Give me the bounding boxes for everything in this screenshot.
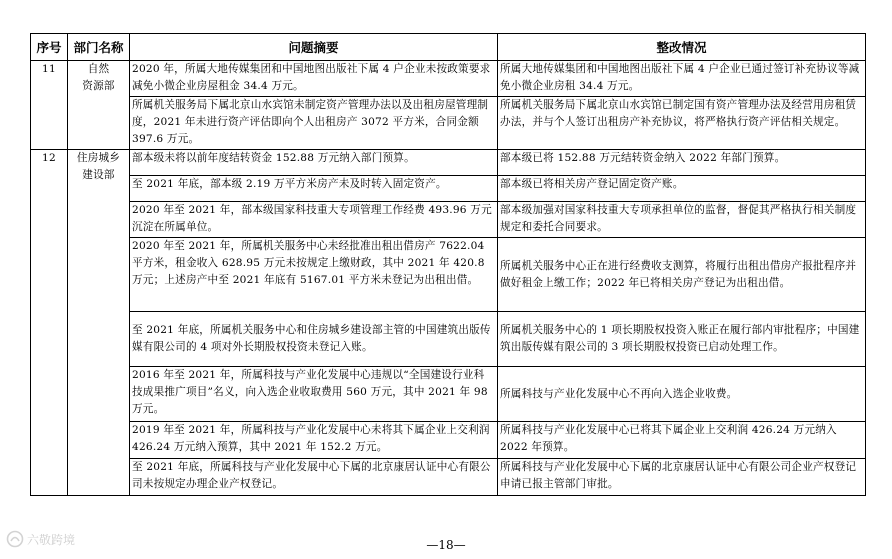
dept-cell [68,61,130,150]
problem-cell: 2020 年至 2021 年，所属机关服务中心未经批准出租出借房产 7622.04 平方米，租金收入 628.95 万元未按规定上缴财政，其中 2021 年 420.8 万元；上述房产中至 2021 年底有 5167.01 平方米未登记为出租出借。 [130,238,498,312]
rectify-cell: 所属机关服务中心正在进行经费收支测算，将履行出租出借房产报批程序并做好租金上缴工作；2022 年已将相关房产登记为出租出借。 [498,238,866,312]
rectify-cell: 所属科技与产业化发展中心下属的北京康居认证中心有限公司企业产权登记申请已报主管部门审批。 [498,459,866,496]
problem-cell: 至 2021 年底，部本级 2.19 万平方米房产未及时转入固定资产。 [130,176,498,202]
problem-cell: 2020 年至 2021 年，部本级国家科技重大专项管理工作经费 493.96 万元沉淀在所属单位。 [130,202,498,238]
problem-cell: 所属机关服务局下属北京山水宾馆未制定资产管理办法以及出租房屋管理制度，2021 年未进行资产评估即向个人出租房产 3072 平方米，合同金额 397.6 万元。 [130,97,498,150]
table-row [31,150,866,176]
rectify-cell: 所属科技与产业化发展中心不再向入选企业收费。 [498,367,866,422]
dept-name-line: 建设部 [82,169,115,181]
rectify-cell: 所属科技与产业化发展中心已将其下属企业上交利润 426.24 万元纳入 2022 年预算。 [498,422,866,459]
problem-cell: 2019 年至 2021 年，所属科技与产业化发展中心未将其下属企业上交利润 426.24 万元纳入预算，其中 2021 年 152.2 万元。 [130,422,498,459]
table-header-row [31,34,866,61]
table-row [31,459,866,496]
table-row [31,367,866,422]
dept-cell [68,150,130,496]
table-row [31,238,866,312]
header-dept: 部门名称 [68,34,130,61]
rectify-cell: 部本级已将 152.88 万元结转资金纳入 2022 年部门预算。 [498,150,866,176]
problem-cell: 至 2021 年底，所属机关服务中心和住房城乡建设部主管的中国建筑出版传媒有限公司的 4 项对外长期股权投资未登记入账。 [130,312,498,367]
problem-cell: 2016 年至 2021 年，所属科技与产业化发展中心违规以“全国建设行业科技成果推广项目”名义，向入选企业收取费用 560 万元，其中 2021 年 98 万元。 [130,367,498,422]
seq-cell: 12 [31,150,68,496]
rectify-cell: 部本级已将相关房产登记固定资产账。 [498,176,866,202]
table-row [31,176,866,202]
problem-cell: 至 2021 年底，所属科技与产业化发展中心下属的北京康居认证中心有限公司未按规定办理企业产权登记。 [130,459,498,496]
rectify-cell: 所属机关服务局下属北京山水宾馆已制定国有资产管理办法及经营用房租赁办法，并与个人签订出租房产补充协议，将严格执行资产评估相关规定。 [498,97,866,150]
audit-rectification-table [30,33,866,496]
header-seq: 序号 [31,34,68,61]
page-number: —18— [426,538,466,552]
watermark-text: 六敬跨境 [27,532,76,547]
table-row [31,312,866,367]
table-row [31,61,866,97]
rectify-cell: 部本级加强对国家科技重大专项承担单位的监督，督促其严格执行相关制度规定和委托合同要求。 [498,202,866,238]
problem-cell: 部本级未将以前年度结转资金 152.88 万元纳入部门预算。 [130,150,498,176]
rectify-cell: 所属机关服务中心的 1 项长期股权投资入账正在履行部内审批程序；中国建筑出版传媒有限公司的 3 项长期股权投资已启动处理工作。 [498,312,866,367]
table-row [31,202,866,238]
table-row [31,97,866,150]
seq-cell: 11 [31,61,68,150]
rectify-cell: 所属大地传媒集团和中国地图出版社下属 4 户企业已通过签订补充协议等减免小微企业房租 34.4 万元。 [498,61,866,97]
dept-name-line: 资源部 [82,80,115,92]
table-row [31,422,866,459]
header-rectify: 整改情况 [498,34,866,61]
dept-name-line: 住房城乡 [76,152,121,164]
header-problem: 问题摘要 [130,34,498,61]
dept-name-line: 自然 [87,63,110,75]
problem-cell: 2020 年，所属大地传媒集团和中国地图出版社下属 4 户企业未按政策要求减免小微企业房屋租金 34.4 万元。 [130,61,498,97]
